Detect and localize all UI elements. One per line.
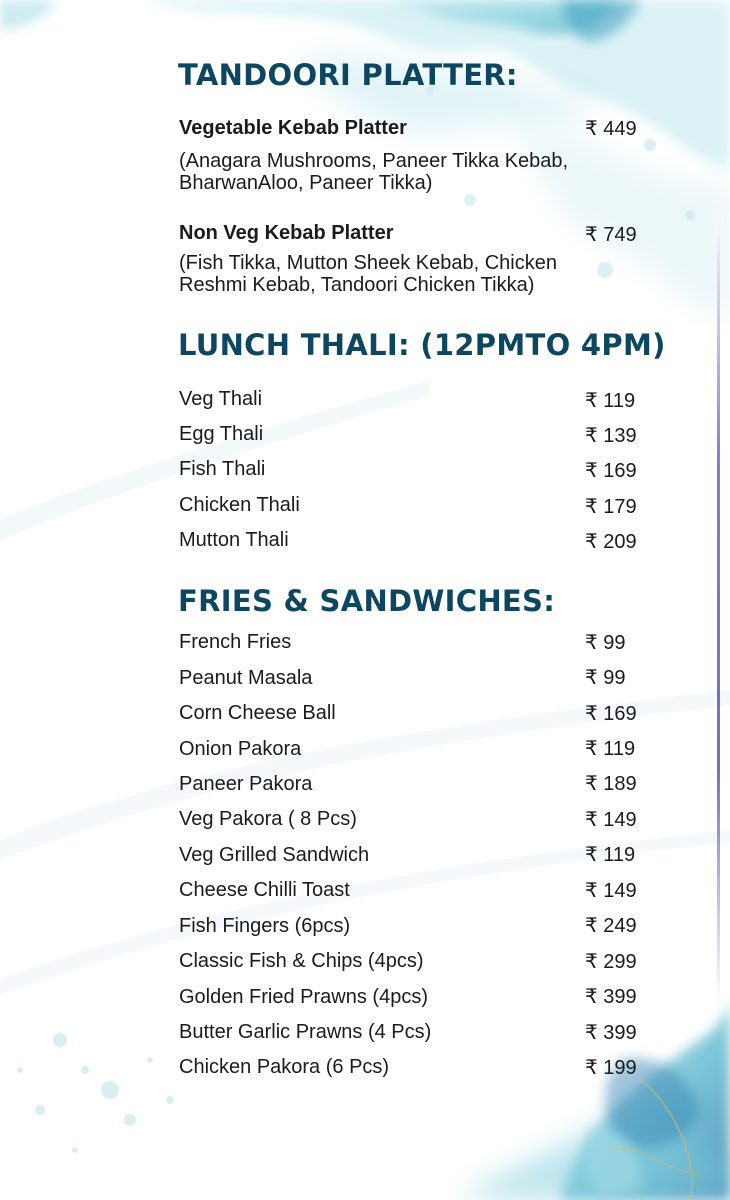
item-name: Mutton Thali xyxy=(179,529,289,551)
item-name: Corn Cheese Ball xyxy=(179,702,336,724)
item-price: ₹ 189 xyxy=(585,773,637,795)
item-name: Chicken Thali xyxy=(179,494,300,516)
item-price: ₹ 249 xyxy=(585,915,637,937)
item-price: ₹ 99 xyxy=(585,632,626,654)
item-price: ₹ 169 xyxy=(585,460,637,482)
item-price: ₹ 99 xyxy=(585,667,626,689)
item-name: Veg Thali xyxy=(179,388,263,410)
item-price: ₹ 169 xyxy=(585,703,637,725)
item-price: ₹ 449 xyxy=(585,118,637,140)
item-price: ₹ 209 xyxy=(585,531,637,553)
item-name: Vegetable Kebab Platter xyxy=(179,117,407,139)
item-name: Veg Grilled Sandwich xyxy=(179,844,370,866)
section-title-tandoori-platter: TANDOORI PLATTER: xyxy=(178,58,518,92)
item-name: Egg Thali xyxy=(179,423,264,445)
item-price: ₹ 749 xyxy=(585,224,637,246)
item-name: Golden Fried Prawns (4pcs) xyxy=(179,986,428,1008)
item-description: (Fish Tikka, Mutton Sheek Kebab, Chicken Reshmi Kebab, Tandoori Chicken Tikka) xyxy=(179,252,557,296)
item-name: Fish Fingers (6pcs) xyxy=(179,915,351,937)
item-price: ₹ 139 xyxy=(585,425,637,447)
item-price: ₹ 119 xyxy=(585,390,636,412)
item-price: ₹ 199 xyxy=(585,1057,637,1079)
item-name: Paneer Pakora xyxy=(179,773,313,795)
item-price: ₹ 149 xyxy=(585,809,637,831)
item-name: Cheese Chilli Toast xyxy=(179,879,350,901)
item-name: Fish Thali xyxy=(179,458,266,480)
item-name: Peanut Masala xyxy=(179,667,313,689)
section-title-fries-sandwiches: FRIES & SANDWICHES: xyxy=(178,584,556,618)
item-price: ₹ 399 xyxy=(585,986,637,1008)
item-price: ₹ 149 xyxy=(585,880,637,902)
item-price: ₹ 119 xyxy=(585,738,636,760)
item-name: Onion Pakora xyxy=(179,738,302,760)
item-name: French Fries xyxy=(179,631,292,653)
item-name: Veg Pakora ( 8 Pcs) xyxy=(179,808,357,830)
item-price: ₹ 179 xyxy=(585,496,637,518)
item-name: Butter Garlic Prawns (4 Pcs) xyxy=(179,1021,432,1043)
item-name: Non Veg Kebab Platter xyxy=(179,222,394,244)
section-title-lunch-thali: LUNCH THALI: (12PMTO 4PM) xyxy=(178,328,666,362)
item-description: (Anagara Mushrooms, Paneer Tikka Kebab, BharwanAloo, Paneer Tikka) xyxy=(179,150,569,194)
item-name: Chicken Pakora (6 Pcs) xyxy=(179,1056,390,1078)
item-name: Classic Fish & Chips (4pcs) xyxy=(179,950,424,972)
item-price: ₹ 399 xyxy=(585,1022,637,1044)
item-price: ₹ 299 xyxy=(585,951,637,973)
item-price: ₹ 119 xyxy=(585,844,636,866)
